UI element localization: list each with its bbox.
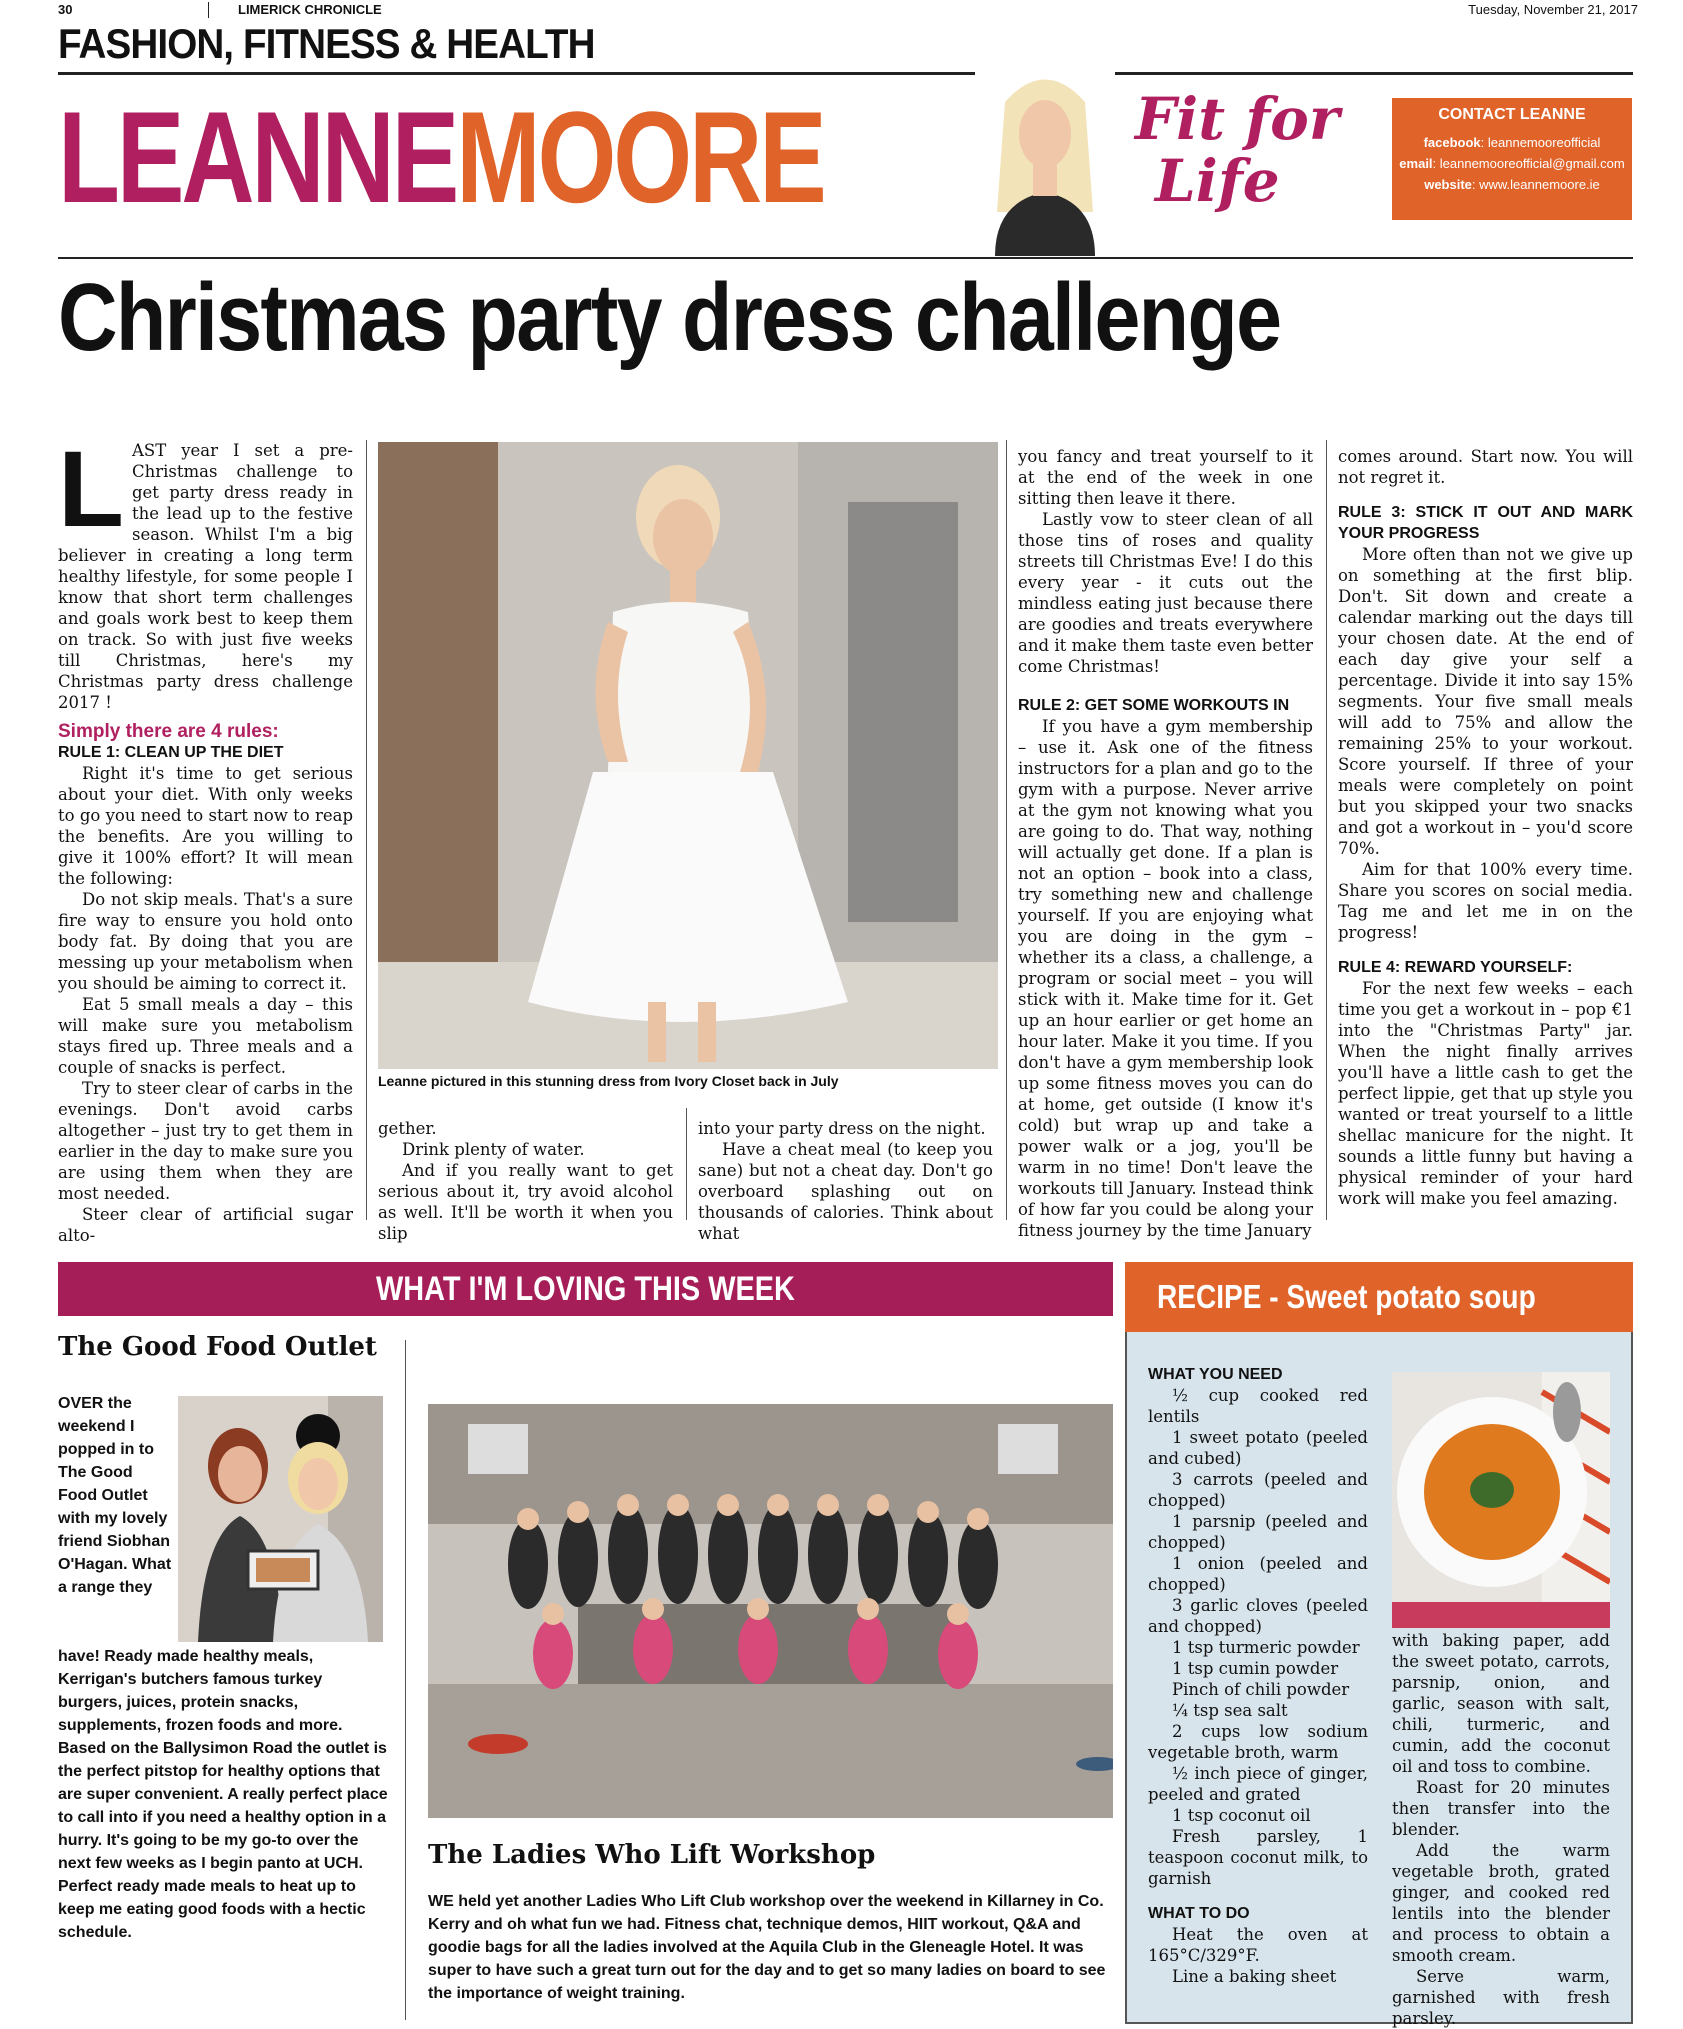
article-column-2 xyxy=(378,1118,673,1244)
email-label: email xyxy=(1399,156,1433,171)
ingredient: 1 sweet potato (peeled and cubed) xyxy=(1148,1428,1368,1468)
paragraph: Try to steer clear of carbs in the evenings. Don't avoid carbs altogether – just try to get them in earlier in the day to make sure you are using them when they are most needed. xyxy=(58,1079,353,1203)
good-food-text-narrow: OVER the weekend I popped in to The Good Food Outlet with my lovely friend Siobhan O'Hagan. What a range they xyxy=(58,1395,172,1596)
section-title: FASHION, FITNESS & HEALTH xyxy=(58,20,595,67)
what-you-need-heading: WHAT YOU NEED xyxy=(1148,1366,1283,1383)
paragraph: And if you really want to get serious about it, try avoid alcohol as well. It'll be worth it when you slip xyxy=(378,1161,673,1243)
ingredient: 1 onion (peeled and chopped) xyxy=(1148,1554,1368,1594)
rule4-heading: RULE 4: REWARD YOURSELF: xyxy=(1338,959,1573,976)
column-tagline xyxy=(1135,85,1340,215)
method-step: Line a baking sheet xyxy=(1172,1967,1337,1986)
contact-website[interactable] xyxy=(1392,174,1632,195)
article-column-3 xyxy=(698,1118,993,1244)
rule2-heading: RULE 2: GET SOME WORKOUTS IN xyxy=(1018,697,1290,714)
method-step: Add the warm vegetable broth, grated ginger, and cooked red lentils into the blender and process to obtain a smooth cream. xyxy=(1392,1841,1610,1965)
ingredient: 2 cups low sodium vegetable broth, warm xyxy=(1148,1722,1368,1762)
ingredient: 1 tsp cumin powder xyxy=(1172,1659,1339,1678)
article-headline: Christmas party dress challenge xyxy=(58,264,1281,371)
facebook-label: facebook xyxy=(1423,135,1481,150)
email-value: : leannemooreofficial@gmail.com xyxy=(1432,156,1625,171)
column-divider xyxy=(1326,440,1327,1220)
what-to-do-heading: WHAT TO DO xyxy=(1148,1905,1250,1922)
article-photo xyxy=(378,442,998,1069)
facebook-value: : leannemooreofficial xyxy=(1480,135,1601,150)
dropcap: L xyxy=(58,428,124,549)
paragraph: Have a cheat meal (to keep you sane) but not a cheat day. Don't go overboard splashing out on thousands of calories. Think about what xyxy=(698,1140,993,1243)
paragraph: Steer clear of artificial sugar alto- xyxy=(58,1205,353,1245)
contact-title: CONTACT LEANNE xyxy=(1438,106,1586,123)
good-food-text-wide: have! Ready made healthy meals, Kerrigan's butchers famous turkey burgers, juices, protein snacks, supplements, frozen foods and more. Based on the Ballysimon Road the outlet is the perfect pitstop for healthy options that are super convenient. A really perfect place to call into if you need a healthy option in a hurry. It's going to be my go-to over the next few weeks as I begin panto at UCH. Perfect ready made meals to heat up to keep me eating good foods with a hectic schedule. xyxy=(58,1648,388,1941)
ingredient: 3 carrots (peeled and chopped) xyxy=(1148,1470,1368,1510)
website-label: website xyxy=(1424,177,1472,192)
publication-date: Tuesday, November 21, 2017 xyxy=(1468,2,1638,17)
paragraph: More often than not we give up on something at the first blip. Don't. Sit down and create a calendar marking out the days till your chosen date. At the end of each day give your self a percentage. Divide it into say 15% segments. Your five small meals will add to 75% and allow the remaining 25% to your workout. Score yourself. If three of your meals were completely on point but you skipped your two snacks and got a workout in – you'd score 70%. xyxy=(1338,545,1633,858)
ingredient: 1 tsp coconut oil xyxy=(1172,1806,1311,1825)
contact-box xyxy=(1392,98,1632,220)
columnist-brand xyxy=(58,84,824,230)
contact-email[interactable] xyxy=(1392,153,1632,174)
method-step: Heat the oven at 165°C/329°F. xyxy=(1148,1925,1368,1965)
brand-last-name: MOORE xyxy=(456,84,824,230)
article-column-1 xyxy=(58,428,353,1246)
loving-banner xyxy=(58,1262,1113,1316)
rule1-heading: RULE 1: CLEAN UP THE DIET xyxy=(58,744,284,761)
paragraph: gether. xyxy=(378,1119,437,1138)
ingredient: 1 tsp turmeric powder xyxy=(1172,1638,1360,1657)
tagline-line-1: Fit for xyxy=(1135,85,1340,153)
method-step: Roast for 20 minutes then transfer into the blender. xyxy=(1392,1778,1610,1839)
recipe-title-bar xyxy=(1125,1262,1633,1332)
paragraph: you fancy and treat yourself to it at the end of the week in one sitting then leave it there. xyxy=(1018,447,1313,508)
article-column-5 xyxy=(1338,446,1633,1209)
ingredient: ¼ tsp sea salt xyxy=(1172,1701,1288,1720)
ingredient: ½ cup cooked red lentils xyxy=(1148,1386,1368,1426)
column-divider xyxy=(366,440,367,1220)
rule3-heading: RULE 3: STICK IT OUT AND MARK YOUR PROGRESS xyxy=(1338,504,1633,542)
paragraph: Eat 5 small meals a day – this will make sure you metabolism stays fired up. Three meals and a couple of snacks is perfect. xyxy=(58,995,353,1077)
ingredient: Fresh parsley, 1 teaspoon coconut milk, to garnish xyxy=(1148,1827,1368,1888)
recipe-method xyxy=(1392,1630,1610,2029)
paragraph: If you have a gym membership – use it. Ask one of the fitness instructors for a plan and go to the gym with a purpose. Never arrive at the gym not knowing what you are going to do. That way, nothing will actually get done. If a plan is not an option – book into a class, try something new and challenge yourself. If you are enjoying what you are doing in the gym – whether its a class, a challenge, a program or social meet – you will stick with it. Make time for it. Get up an hour earlier or get home an hour later. Make it you time. If you don't have a gym membership look up some fitness moves you can do at home, get outside (I know it's cold) but wrap up and take a power walk or a jog, you'll be warm in no time! Don't leave the workouts till January. Instead think of how far you could be along your fitness journey by the time January xyxy=(1018,717,1313,1240)
paragraph: Right it's time to get serious about your diet. With only weeks to go you need to start now to reap the benefits. Are you willing to give it 100% effort? It will mean the following: xyxy=(58,764,353,888)
page-header-strip xyxy=(58,2,1638,22)
ingredient: 3 garlic cloves (peeled and chopped) xyxy=(1148,1596,1368,1636)
ladies-who-lift-text: WE held yet another Ladies Who Lift Club workshop over the weekend in Killarney in Co. Kerry and oh what fun we had. Fitness chat, technique demos, HIIT workout, Q&A and goodie bags for all the ladies involved at the Aquila Club in the Gleneagle Hotel. It was super to have such a great turn out for the day and to get so many ladies on board to see the importance of weight training. xyxy=(428,1893,1106,2002)
photo-caption: Leanne pictured in this stunning dress from Ivory Closet back in July xyxy=(378,1073,839,1089)
ingredient: Pinch of chili powder xyxy=(1172,1680,1350,1699)
column-divider xyxy=(686,1108,687,1220)
contact-facebook[interactable] xyxy=(1392,132,1632,153)
paragraph: Lastly vow to steer clean of all those tins of roses and quality streets till Christmas Eve! I do this every year - it cuts out the mindless eating just because there are goodies and treats everywhere and it make them taste even better come Christmas! xyxy=(1018,510,1313,676)
columnist-portrait xyxy=(975,62,1115,256)
website-value: : www.leannemoore.ie xyxy=(1471,177,1600,192)
paragraph: comes around. Start now. You will not regret it. xyxy=(1338,447,1633,487)
paragraph: into your party dress on the night. xyxy=(698,1119,986,1138)
good-food-title: The Good Food Outlet xyxy=(58,1332,377,1362)
headline-rule xyxy=(58,257,1633,259)
header-divider xyxy=(208,2,209,18)
soup-photo xyxy=(1392,1372,1610,1628)
column-divider xyxy=(405,1340,406,2020)
ladies-who-lift-title: The Ladies Who Lift Workshop xyxy=(428,1840,876,1870)
header-rule xyxy=(58,72,1633,75)
recipe-ingredients xyxy=(1148,1364,1368,1987)
method-step: with baking paper, add the sweet potato, carrots, parsnip, onion, and garlic, season with salt, chili, turmeric, and cumin, add the coconut oil and toss to combine. xyxy=(1392,1631,1610,1776)
method-step: Serve warm, garnished with fresh parsley. xyxy=(1392,1967,1610,2028)
ladies-who-lift-photo xyxy=(428,1404,1113,1818)
brand-first-name: LEANNE xyxy=(58,84,457,230)
paragraph: Do not skip meals. That's a sure fire way to ensure you hold onto body fat. By doing that you are messing up your metabolism when you should be aiming to correct it. xyxy=(58,890,353,993)
rules-heading: Simply there are 4 rules: xyxy=(58,721,279,742)
good-food-photo xyxy=(178,1396,383,1642)
publication-name: LIMERICK CHRONICLE xyxy=(238,2,382,17)
article-column-4 xyxy=(1018,446,1313,1241)
ingredient: ½ inch piece of ginger, peeled and grated xyxy=(1148,1764,1368,1804)
recipe-title: RECIPE - Sweet potato soup xyxy=(1157,1278,1536,1315)
loving-banner-text: WHAT I'M LOVING THIS WEEK xyxy=(376,1270,795,1308)
paragraph: For the next few weeks – each time you get a workout in – pop €1 into the "Christmas Party" jar. When the night finally arrives you'll have a little cash to get the perfect lippie, get that up style you wanted or treat yourself to a little shellac manicure for the night. It sounds a little funny but having a physical reminder of your hard work will make you feel amazing. xyxy=(1338,979,1633,1208)
article-intro: AST year I set a pre-Christmas challenge to get party dress ready in the lead up to the festive season. Whilst I'm a big believer in creating a long term healthy lifestyle, for some people I know that short term challenges and goals work best to keep them on track. So with just five weeks till Christmas, here's my Christmas party dress challenge 2017 ! xyxy=(58,441,353,712)
page-number: 30 xyxy=(58,2,73,17)
column-divider xyxy=(1006,440,1007,1220)
ingredient: 1 parsnip (peeled and chopped) xyxy=(1148,1512,1368,1552)
tagline-line-2: Life xyxy=(1155,147,1280,215)
paragraph: Drink plenty of water. xyxy=(402,1140,585,1159)
paragraph: Aim for that 100% every time. Share you scores on social media. Tag me and let me in on the progress! xyxy=(1338,860,1633,942)
